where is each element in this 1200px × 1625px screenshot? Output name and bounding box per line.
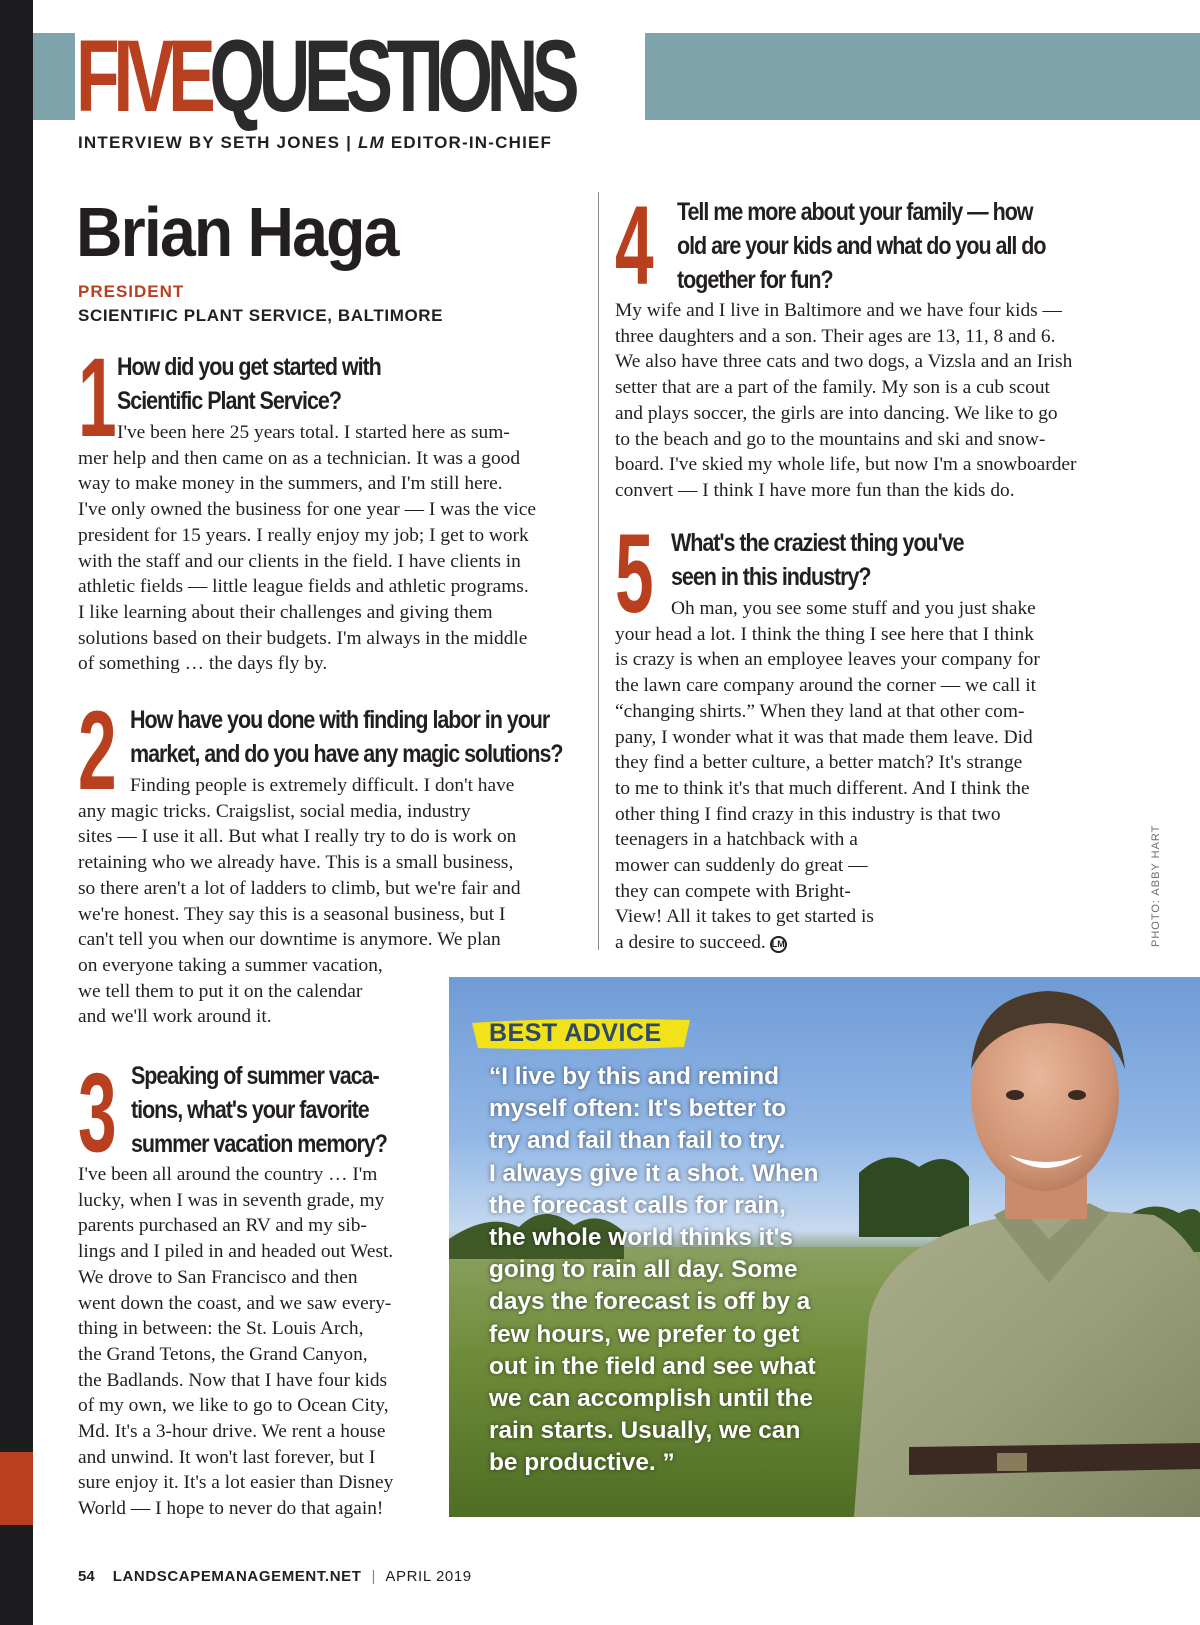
answer-line: “changing shirts.” When they land at that other com- [615,700,1025,722]
answer-line: to me to think it's that much different. And I think the [615,777,1030,799]
answer-line [615,930,1040,956]
answer-line: of my own, we like to go to Ocean City, [78,1395,389,1417]
quote-line: the forecast calls for rain, [489,1191,786,1219]
left-margin-bar-bottom [0,1525,33,1625]
answer-line: your head a lot. I think the thing I see here that I think [615,623,1034,645]
heading-line: Speaking of summer vaca- [131,1062,379,1090]
masthead-five: FIVE [76,19,210,133]
subject-company: SCIENTIFIC PLANT SERVICE, BALTIMORE [78,306,444,325]
answer-line: setter that are a part of the family. My son is a cub scout [615,377,1050,399]
answer-line: I've been here 25 years total. I started here as sum- [117,422,510,443]
answer-line: board. I've skied my whole life, but now I'm a snowboarder [615,454,1077,476]
subject-name: Brian Haga [76,193,398,271]
answer-line: can't tell you when our downtime is anymore. We plan [78,929,501,951]
heading-line: old are your kids and what do you all do [677,232,1046,260]
byline-suffix: EDITOR-IN-CHIEF [384,133,553,152]
footer-website-link[interactable]: LANDSCAPEMANAGEMENT.NET [112,1568,362,1585]
answer-line: three daughters and a son. Their ages are 13, 11, 8 and 6. [615,325,1056,347]
question-heading [117,350,381,418]
answer-line: athletic fields — little league fields and athletic programs. [78,576,529,598]
quote-line: “I live by this and remind [489,1063,780,1090]
answer-line: retaining who we already have. This is a small business, [78,852,514,874]
answer-line: and plays soccer, the girls are into dancing. We like to go [615,402,1058,424]
answer-line: View! All it takes to get started is [615,906,874,928]
answer-line: World — I hope to never do that again! [78,1498,384,1520]
byline-pub: LM [358,133,385,152]
quote-line: few hours, we prefer to get [489,1320,800,1348]
answer-line: to the beach and go to the mountains and ski and snow- [615,428,1046,450]
heading-line: together for fun? [677,266,833,294]
subject-role: PRESIDENT [78,282,185,301]
page-footer [78,1568,472,1585]
question-number: 4 [615,183,654,308]
heading-line: seen in this industry? [671,563,871,591]
heading-line: market, and do you have any magic solutions? [130,740,563,768]
quote-line: days the forecast is off by a [489,1288,811,1316]
masthead-questions: QUESTIONS [209,19,574,133]
answer-line: teenagers in a hatchback with a [615,829,858,851]
answer-line: We drove to San Francisco and then [78,1266,358,1288]
answer-line: sure enjoy it. It's a lot easier than Disney [78,1472,394,1494]
question-heading [677,195,1045,297]
masthead-band-left [33,33,75,120]
byline [78,133,552,153]
answer-text [78,1162,393,1522]
byline-prefix: INTERVIEW BY SETH JONES | [78,133,358,152]
answer-line: is crazy is when an employee leaves your company for [615,649,1040,671]
answer-line: with the staff and our clients in the field. I have clients in [78,550,521,572]
answer-line: We also have three cats and two dogs, a Vizsla and an Irish [615,351,1073,373]
best-advice-quote [489,1061,818,1480]
answer-line: any magic tricks. Craigslist, social media, industry [78,800,471,822]
best-advice-label: BEST ADVICE [489,1019,662,1047]
question-heading [671,526,964,594]
quote-line: I always give it a shot. When [489,1159,819,1187]
answer-line: president for 15 years. I really enjoy my job; I get to work [78,524,529,546]
answer-line: the Badlands. Now that I have four kids [78,1369,388,1391]
question-number: 2 [78,688,117,813]
quote-line: myself often: It's better to [489,1095,787,1123]
heading-line: tions, what's your favorite [131,1096,369,1124]
answer-line: other thing I find crazy in this industry is that two [615,803,1001,825]
footer-separator: | [371,1568,376,1585]
answer-line: and unwind. It won't last forever, but I [78,1446,376,1468]
question-heading [131,1059,387,1161]
answer-line: on everyone taking a summer vacation, [78,954,383,976]
answer-line: lucky, when I was in seventh grade, my [78,1189,385,1211]
answer-line: Finding people is extremely difficult. I don't have [130,775,515,796]
answer-line: of something … the days fly by. [78,653,328,675]
answer-line: mower can suddenly do great — [615,855,868,877]
answer-line: Oh man, you see some stuff and you just shake [671,598,1036,619]
heading-line: summer vacation memory? [131,1130,387,1158]
heading-line: What's the craziest thing you've [671,529,964,557]
answer-line: convert — I think I have more fun than the kids do. [615,479,1015,501]
answer-line: My wife and I live in Baltimore and we have four kids — [615,300,1062,321]
answer-line: I've only owned the business for one year — I was the vice [78,499,536,521]
answer-line: they find a better culture, a better match? It's strange [615,752,1023,774]
answer-line: Md. It's a 3-hour drive. We rent a house [78,1421,386,1443]
answer-line: solutions based on their budgets. I'm always in the middle [78,627,528,649]
answer-line: pany, I wonder what it was that made them leave. Did [615,726,1033,748]
question-heading [130,703,562,771]
left-margin-bar [0,0,33,1452]
answer-line: went down the coast, and we saw every- [78,1292,392,1314]
answer-line: mer help and then came on as a technician. It was a good [78,447,521,469]
question-number: 1 [78,335,117,460]
answer-line: parents purchased an RV and my sib- [78,1215,367,1237]
answer-line: and we'll work around it. [78,1006,272,1028]
answer-text [78,420,536,677]
quote-line: try and fail than fail to try. [489,1127,786,1155]
answer-line: I like learning about their challenges and giving them [78,601,493,623]
end-mark-icon: LM [770,936,787,953]
answer-line: thing in between: the St. Louis Arch, [78,1318,364,1340]
answer-line: lings and I piled in and headed out West. [78,1241,394,1263]
answer-line: the lawn care company around the corner — we call it [615,675,1037,697]
question-number: 5 [615,511,654,636]
page-number: 54 [78,1568,95,1585]
column-divider [598,192,599,950]
quote-line: out in the field and see what [489,1352,816,1380]
section-masthead [76,19,574,133]
quote-line: rain starts. Usually, we can [489,1417,801,1445]
heading-line: How did you get started with [117,353,381,381]
answer-line-text: a desire to succeed. [615,932,766,954]
answer-line: so there aren't a lot of ladders to climb, but we're fair and [78,877,521,899]
answer-line: we're honest. They say this is a seasonal business, but I [78,903,506,925]
left-margin-accent [0,1452,33,1525]
answer-line: they can compete with Bright- [615,880,851,902]
heading-line: Tell me more about your family — how [677,198,1033,226]
answer-line: sites — I use it all. But what I really try to do is work on [78,826,517,848]
photo-credit: PHOTO: ABBY HART [1150,824,1162,947]
answer-text [615,298,1076,504]
heading-line: Scientific Plant Service? [117,387,341,415]
answer-line: I've been all around the country … I'm [78,1164,378,1185]
question-number: 3 [78,1050,117,1175]
answer-line: we tell them to put it on the calendar [78,980,363,1002]
quote-line: the whole world thinks it's [489,1224,793,1252]
quote-line: be productive. ” [489,1449,675,1477]
answer-line: way to make money in the summers, and I'm still here. [78,473,503,495]
quote-line: we can accomplish until the [489,1385,813,1413]
masthead-band-right [645,33,1200,120]
answer-text [615,596,1040,956]
heading-line: How have you done with finding labor in your [130,706,550,734]
answer-line: the Grand Tetons, the Grand Canyon, [78,1343,368,1365]
quote-line: going to rain all day. Some [489,1256,798,1284]
issue-date: APRIL 2019 [385,1568,472,1585]
